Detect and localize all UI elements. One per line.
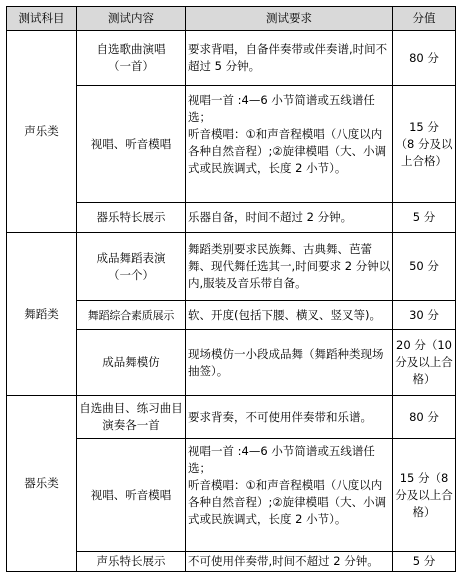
header-subject: 测试科目 bbox=[6, 6, 77, 31]
requirement-cell: 软、开度(包括下腰、横叉、竖叉等)。 bbox=[185, 300, 393, 330]
content-cell: 成品舞模仿 bbox=[76, 329, 186, 396]
subject-cell: 舞蹈类 bbox=[6, 232, 77, 396]
requirement-cell: 视唱一首 :4—6 小节简谱或五线谱任选； 听音模唱：①和声音程模唱（八度以内各种自然音程）;②旋律模唱（大、小调式或民族调式，长度 2 小节）。 bbox=[185, 85, 393, 203]
exam-requirements-table bbox=[6, 6, 456, 572]
content-cell: 视唱、听音模唱 bbox=[76, 85, 186, 203]
requirement-cell: 要求背唱，自备伴奏带或伴奏谱,时间不超过 5 分钟。 bbox=[185, 30, 393, 86]
score-cell: 20 分（10 分及以上合格） bbox=[392, 329, 456, 396]
requirement-cell: 乐器自备，时间不超过 2 分钟。 bbox=[185, 202, 393, 233]
header-content: 测试内容 bbox=[76, 6, 186, 31]
score-cell: 15 分（8 分及以上合格） bbox=[392, 438, 456, 552]
score-cell: 30 分 bbox=[392, 300, 456, 330]
score-cell: 80 分 bbox=[392, 30, 456, 86]
score-cell: 5 分 bbox=[392, 202, 456, 233]
content-cell: 舞蹈综合素质展示 bbox=[76, 300, 186, 330]
content-cell: 自选曲目、练习曲目演奏各一首 bbox=[76, 395, 186, 439]
requirement-cell: 舞蹈类别要求民族舞、古典舞、芭蕾舞、现代舞任选其一,时间要求 2 分钟以内,服装及音乐带自备。 bbox=[185, 232, 393, 301]
requirement-cell: 不可使用伴奏带,时间不超过 2 分钟。 bbox=[185, 551, 393, 572]
score-cell: 80 分 bbox=[392, 395, 456, 439]
score-cell: 50 分 bbox=[392, 232, 456, 301]
content-cell: 视唱、听音模唱 bbox=[76, 438, 186, 552]
header-score: 分值 bbox=[392, 6, 456, 31]
requirement-cell: 现场模仿一小段成品舞（舞蹈种类现场抽签）。 bbox=[185, 329, 393, 396]
subject-cell: 器乐类 bbox=[6, 395, 77, 572]
header-requirement: 测试要求 bbox=[185, 6, 393, 31]
requirement-cell: 视唱一首 :4—6 小节简谱或五线谱任选； 听音模唱：①和声音程模唱（八度以内各种自然音程）;②旋律模唱（大、小调式或民族调式，长度 2 小节）。 bbox=[185, 438, 393, 552]
content-cell: 成品舞蹈表演 （一个） bbox=[76, 232, 186, 301]
subject-cell: 声乐类 bbox=[6, 30, 77, 233]
content-cell: 声乐特长展示 bbox=[76, 551, 186, 572]
content-cell: 器乐特长展示 bbox=[76, 202, 186, 233]
score-cell: 15 分 （8 分及以上合格） bbox=[392, 85, 456, 203]
content-cell: 自选歌曲演唱 （一首） bbox=[76, 30, 186, 86]
score-cell: 5 分 bbox=[392, 551, 456, 572]
requirement-cell: 要求背奏，不可使用伴奏带和乐谱。 bbox=[185, 395, 393, 439]
